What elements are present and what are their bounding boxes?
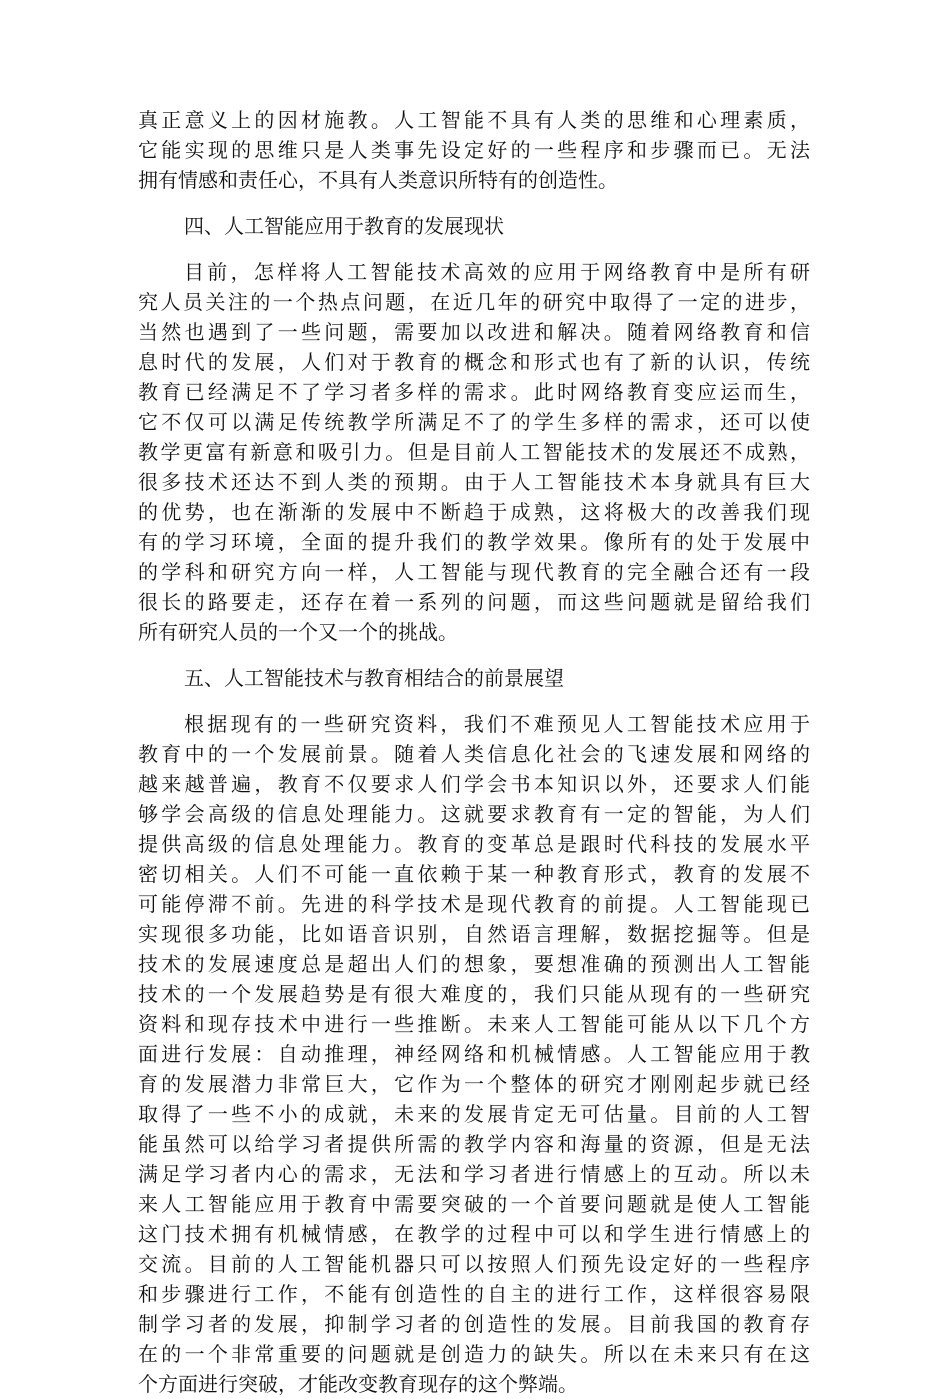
text-line: 真正意义上的因材施教。人工智能不具有人类的思维和心理素质， bbox=[138, 108, 810, 132]
text-line: 很长的路要走，还存在着一系列的问题，而这些问题就是留给我们 bbox=[138, 590, 810, 614]
text-line: 技术的发展速度总是超出人们的想象，要想准确的预测出人工智能 bbox=[138, 952, 810, 976]
paragraph-status bbox=[138, 257, 810, 647]
paragraph-outlook bbox=[138, 709, 810, 1399]
text-line: 育的发展潜力非常巨大，它作为一个整体的研究才刚刚起步就已经 bbox=[138, 1072, 810, 1096]
paragraph-intro bbox=[138, 105, 810, 195]
text-line: 拥有情感和责任心，不具有人类意识所特有的创造性。 bbox=[138, 168, 618, 192]
text-line: 当然也遇到了一些问题，需要加以改进和解决。随着网络教育和信 bbox=[138, 320, 810, 344]
text-line: 很多技术还达不到人类的预期。由于人工智能技术本身就具有巨大 bbox=[138, 470, 810, 494]
text-line: 资料和现存技术中进行一些推断。未来人工智能可能从以下几个方 bbox=[138, 1012, 810, 1036]
text-line: 技术的一个发展趋势是有很大难度的，我们只能从现有的一些研究 bbox=[138, 982, 810, 1006]
text-line: 教育中的一个发展前景。随着人类信息化社会的飞速发展和网络的 bbox=[138, 742, 810, 766]
text-line: 可能停滞不前。先进的科学技术是现代教育的前提。人工智能现已 bbox=[138, 892, 810, 916]
text-line: 教育已经满足不了学习者多样的需求。此时网络教育变应运而生， bbox=[138, 380, 810, 404]
section-heading-5: 五、人工智能技术与教育相结合的前景展望 bbox=[184, 666, 564, 690]
text-line: 它不仅可以满足传统教学所满足不了的学生多样的需求，还可以使 bbox=[138, 410, 810, 434]
text-line: 够学会高级的信息处理能力。这就要求教育有一定的智能，为人们 bbox=[138, 802, 810, 826]
text-line: 面进行发展：自动推理，神经网络和机械情感。人工智能应用于教 bbox=[138, 1042, 810, 1066]
text-line: 有的学习环境，全面的提升我们的教学效果。像所有的处于发展中 bbox=[138, 530, 810, 554]
section-heading-4: 四、人工智能应用于教育的发展现状 bbox=[184, 214, 504, 238]
text-line: 教学更富有新意和吸引力。但是目前人工智能技术的发展还不成熟， bbox=[138, 440, 810, 464]
text-line: 究人员关注的一个热点问题，在近几年的研究中取得了一定的进步， bbox=[138, 290, 810, 314]
text-line: 这门技术拥有机械情感，在教学的过程中可以和学生进行情感上的 bbox=[138, 1222, 810, 1246]
text-line: 所有研究人员的一个又一个的挑战。 bbox=[138, 620, 458, 644]
text-line: 和步骤进行工作，不能有创造性的自主的进行工作，这样很容易限 bbox=[138, 1282, 810, 1306]
text-line: 目前，怎样将人工智能技术高效的应用于网络教育中是所有研 bbox=[184, 260, 810, 284]
text-line: 来人工智能应用于教育中需要突破的一个首要问题就是使人工智能 bbox=[138, 1192, 810, 1216]
text-line: 根据现有的一些研究资料，我们不难预见人工智能技术应用于 bbox=[184, 712, 810, 736]
text-line: 制学习者的发展，抑制学习者的创造性的发展。目前我国的教育存 bbox=[138, 1312, 810, 1336]
text-line: 它能实现的思维只是人类事先设定好的一些程序和步骤而已。无法 bbox=[138, 138, 810, 162]
text-line: 交流。目前的人工智能机器只可以按照人们预先设定好的一些程序 bbox=[138, 1252, 810, 1276]
text-line: 的优势，也在渐渐的发展中不断趋于成熟，这将极大的改善我们现 bbox=[138, 500, 810, 524]
text-line: 取得了一些不小的成就，未来的发展肯定无可估量。目前的人工智 bbox=[138, 1102, 810, 1126]
text-line: 的学科和研究方向一样，人工智能与现代教育的完全融合还有一段 bbox=[138, 560, 810, 584]
text-line: 密切相关。人们不可能一直依赖于某一种教育形式，教育的发展不 bbox=[138, 862, 810, 886]
text-line: 息时代的发展，人们对于教育的概念和形式也有了新的认识，传统 bbox=[138, 350, 810, 374]
text-line: 个方面进行突破，才能改变教育现存的这个弊端。 bbox=[138, 1372, 578, 1396]
text-line: 能虽然可以给学习者提供所需的教学内容和海量的资源，但是无法 bbox=[138, 1132, 810, 1156]
text-line: 提供高级的信息处理能力。教育的变革总是跟时代科技的发展水平 bbox=[138, 832, 810, 856]
document-page bbox=[138, 105, 810, 1399]
text-line: 越来越普遍，教育不仅要求人们学会书本知识以外，还要求人们能 bbox=[138, 772, 810, 796]
text-line: 实现很多功能，比如语音识别，自然语言理解，数据挖掘等。但是 bbox=[138, 922, 810, 946]
text-line: 在的一个非常重要的问题就是创造力的缺失。所以在未来只有在这 bbox=[138, 1342, 810, 1366]
text-line: 满足学习者内心的需求，无法和学习者进行情感上的互动。所以未 bbox=[138, 1162, 810, 1186]
